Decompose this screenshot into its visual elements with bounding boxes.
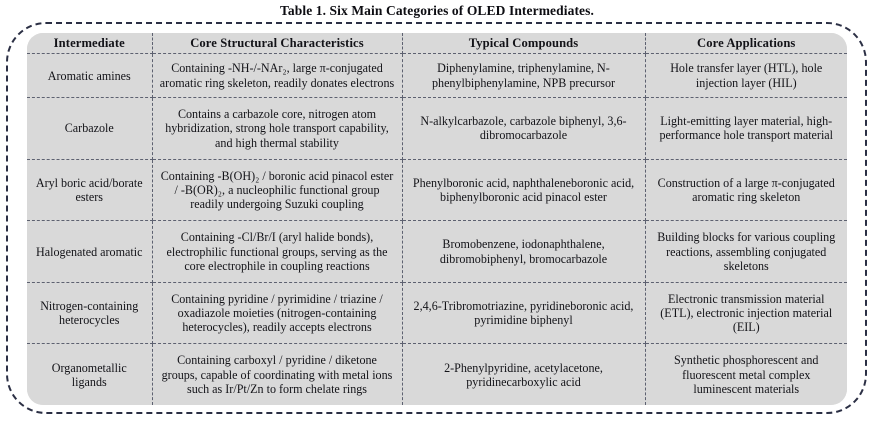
cell-compounds: Phenylboronic acid, naphthaleneboronic acid, biphenylboronic acid pinacol ester (402, 159, 645, 221)
column-header-intermediate: Intermediate (27, 33, 152, 54)
cell-intermediate: Aryl boric acid/borate esters (27, 159, 152, 221)
table-header-row (27, 33, 847, 54)
oled-intermediates-table (27, 33, 847, 405)
column-header-typical-compounds: Typical Compounds (402, 33, 645, 54)
table-caption: Table 1. Six Main Categories of OLED Intermediates. (280, 3, 594, 18)
table-container (27, 33, 847, 405)
column-header-core-structural-characteristics: Core Structural Characteristics (152, 33, 402, 54)
table-row (27, 98, 847, 160)
cell-intermediate: Halogenated aromatic (27, 221, 152, 283)
table-row (27, 344, 847, 405)
cell-applications: Light-emitting layer material, high-performance hole transport material (645, 98, 847, 160)
cell-characteristics: Contains a carbazole core, nitrogen atom hybridization, strong hole transport capability, and high thermal stability (152, 98, 402, 160)
column-header-core-applications: Core Applications (645, 33, 847, 54)
cell-applications: Electronic transmission material (ETL), electronic injection material (EIL) (645, 282, 847, 344)
cell-characteristics: Containing -Cl/Br/I (aryl halide bonds), electrophilic functional groups, serving as the core electrophile in coupling reactions (152, 221, 402, 283)
cell-characteristics: Containing pyridine / pyrimidine / triazine / oxadiazole moieties (nitrogen-containing heterocycles), readily accepts electrons (152, 282, 402, 344)
cell-compounds: Diphenylamine, triphenylamine, N-phenylbiphenylamine, NPB precursor (402, 54, 645, 98)
cell-characteristics: Containing -B(OH)₂ / boronic acid pinacol ester / -B(OR)₂, a nucleophilic functional group readily undergoing Suzuki coupling (152, 159, 402, 221)
cell-intermediate: Aromatic amines (27, 54, 152, 98)
cell-applications: Building blocks for various coupling reactions, assembling conjugated skeletons (645, 221, 847, 283)
table-row (27, 159, 847, 221)
table-row (27, 54, 847, 98)
cell-compounds: N-alkylcarbazole, carbazole biphenyl, 3,6-dibromocarbazole (402, 98, 645, 160)
table-row (27, 282, 847, 344)
cell-applications: Hole transfer layer (HTL), hole injection layer (HIL) (645, 54, 847, 98)
cell-compounds: Bromobenzene, iodonaphthalene, dibromobiphenyl, bromocarbazole (402, 221, 645, 283)
cell-characteristics: Containing -NH-/-NAr₂, large π-conjugated aromatic ring skeleton, readily donates electrons (152, 54, 402, 98)
cell-compounds: 2-Phenylpyridine, acetylacetone, pyridinecarboxylic acid (402, 344, 645, 405)
cell-intermediate: Nitrogen-containing heterocycles (27, 282, 152, 344)
cell-compounds: 2,4,6-Tribromotriazine, pyridineboronic acid, pyrimidine biphenyl (402, 282, 645, 344)
cell-applications: Synthetic phosphorescent and fluorescent metal complex luminescent materials (645, 344, 847, 405)
cell-intermediate: Organometallic ligands (27, 344, 152, 405)
table-row (27, 221, 847, 283)
cell-applications: Construction of a large π-conjugated aromatic ring skeleton (645, 159, 847, 221)
cell-characteristics: Containing carboxyl / pyridine / diketone groups, capable of coordinating with metal ions such as Ir/Pt/Zn to form chelate rings (152, 344, 402, 405)
cell-intermediate: Carbazole (27, 98, 152, 160)
